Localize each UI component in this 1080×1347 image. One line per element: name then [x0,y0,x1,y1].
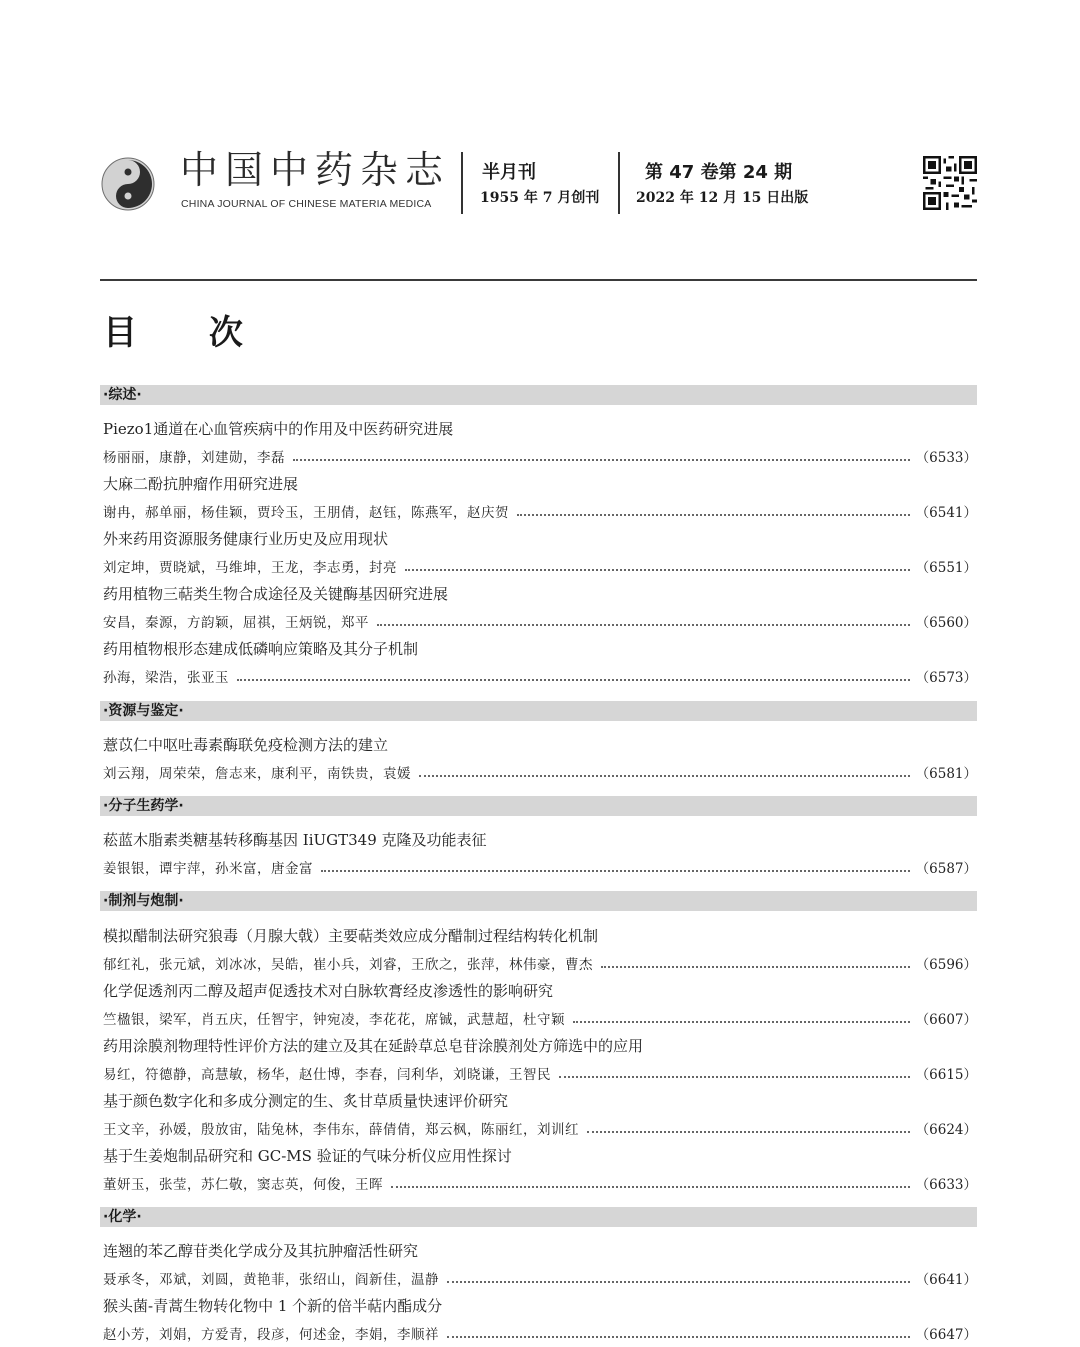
section-header: ·分子生药学· [100,796,977,816]
article-authors: 刘定坤，贾晓斌，马维坤，王龙，李志勇，封亮 [103,560,397,576]
header-rule [100,279,977,281]
article-title: 基于生姜炮制品研究和 GC-MS 验证的气味分析仪应用性探讨 [103,1147,512,1165]
page-number: （6581） [915,766,977,782]
article-authors: 郁红礼，张元斌，刘冰冰，吴皓，崔小兵，刘睿，王欣之，张萍，林伟豪，曹杰 [103,957,593,973]
dot-leader [587,1131,910,1133]
article-title: 大麻二酚抗肿瘤作用研究进展 [103,475,299,493]
page-number: （6615） [915,1067,977,1083]
article-title: 药用涂膜剂物理特性评价方法的建立及其在延龄草总皂苷涂膜剂处方筛选中的应用 [103,1037,644,1055]
page-number: （6624） [915,1122,977,1138]
toc-entry[interactable] [100,1090,977,1142]
dot-leader [293,459,910,461]
article-title: 薏苡仁中呕吐毒素酶联免疫检测方法的建立 [103,736,389,754]
page-number: （6541） [915,505,977,521]
dot-leader [237,679,910,681]
dot-leader [391,1186,910,1188]
article-authors: 易红，符德静，高慧敏，杨华，赵仕博，李春，闫利华，刘晓谦，王智民 [103,1067,551,1083]
journal-subtitle: CHINA JOURNAL OF CHINESE MATERIA MEDICA [181,198,432,210]
page-number: （6596） [915,957,977,973]
header-divider [461,152,463,214]
publication-frequency: 半月刊 [482,162,536,183]
article-title: Piezo1通道在心血管疾病中的作用及中医药研究进展 [103,420,454,438]
page-number: （6573） [915,670,977,686]
page-title: 目 次 [103,313,273,353]
dot-leader [405,569,910,571]
toc-entry[interactable] [100,1240,977,1292]
page-number: （6533） [915,450,977,466]
section-header: ·化学· [100,1207,977,1227]
article-authors: 聂承冬，邓斌，刘圆，黄艳菲，张绍山，阎新佳，温静 [103,1272,439,1288]
article-authors: 竺楹银，梁军，肖五庆，任智宇，钟宛凌，李花花，席铖，武慧超，杜守颖 [103,1012,565,1028]
toc-entry[interactable] [100,528,977,580]
article-title: 化学促透剂丙二醇及超声促透技术对白脉软膏经皮渗透性的影响研究 [103,982,554,1000]
section-header: ·资源与鉴定· [100,701,977,721]
toc-entry[interactable] [100,1035,977,1087]
article-authors: 安昌，秦源，方韵颖，屈祺，王炳锐，郑平 [103,615,369,631]
section-header: ·制剂与炮制· [100,891,977,911]
journal-logo-icon [100,156,156,212]
toc-entry[interactable] [100,925,977,977]
toc-entry[interactable] [100,1295,977,1347]
dot-leader [321,870,910,872]
page-number: （6560） [915,615,977,631]
article-authors: 谢冉，郝单丽，杨佳颖，贾玲玉，王朋倩，赵钰，陈燕军，赵庆贺 [103,505,509,521]
publication-date: 2022 年 12 月 15 日出版 [636,190,809,206]
toc-entry[interactable] [100,583,977,635]
article-authors: 姜银银，谭宇萍，孙米富，唐金富 [103,861,313,877]
dot-leader [517,514,910,516]
founded-date: 1955 年 7 月创刊 [480,190,600,206]
header-divider [618,152,620,214]
page-number: （6551） [915,560,977,576]
issue-number: 第 47 卷第 24 期 [645,162,793,183]
article-title: 连翘的苯乙醇苷类化学成分及其抗肿瘤活性研究 [103,1242,419,1260]
toc-entry[interactable] [100,473,977,525]
toc-entry[interactable] [100,418,977,470]
dot-leader [447,1281,910,1283]
article-authors: 董妍玉，张莹，苏仁敬，窦志英，何俊，王晖 [103,1177,383,1193]
article-title: 模拟醋制法研究狼毒（月腺大戟）主要萜类效应成分醋制过程结构转化机制 [103,927,599,945]
page-number: （6607） [915,1012,977,1028]
article-title: 猴头菌-青蒿生物转化物中 1 个新的倍半萜内酯成分 [103,1297,443,1315]
page-number: （6587） [915,861,977,877]
dot-leader [419,775,910,777]
page-number: （6633） [915,1177,977,1193]
journal-title: 中国中药杂志 [180,148,451,192]
toc-entry[interactable] [100,829,977,881]
dot-leader [601,966,910,968]
dot-leader [447,1336,910,1338]
journal-header [100,148,977,218]
article-title: 基于颜色数字化和多成分测定的生、炙甘草质量快速评价研究 [103,1092,509,1110]
dot-leader [377,624,910,626]
article-authors: 王文辛，孙媛，殷放宙，陆兔林，李伟东，薛倩倩，郑云枫，陈丽红，刘训红 [103,1122,579,1138]
article-title: 外来药用资源服务健康行业历史及应用现状 [103,530,389,548]
qr-code-icon [923,156,977,210]
toc-entry[interactable] [100,1145,977,1197]
article-authors: 杨丽丽，康静，刘建勋，李磊 [103,450,285,466]
article-title: 药用植物根形态建成低磷响应策略及其分子机制 [103,640,419,658]
section-header: ·综述· [100,385,977,405]
toc-entry[interactable] [100,734,977,786]
article-authors: 刘云翔，周荣荣，詹志来，康利平，南铁贵，袁媛 [103,766,411,782]
toc-entry[interactable] [100,638,977,690]
toc-entry[interactable] [100,980,977,1032]
article-title: 药用植物三萜类生物合成途径及关键酶基因研究进展 [103,585,449,603]
article-title: 菘蓝木脂素类糖基转移酶基因 IiUGT349 克隆及功能表征 [103,831,487,849]
article-authors: 赵小芳，刘娟，方爱青，段彦，何述金，李娟，李顺祥 [103,1327,439,1343]
article-authors: 孙海，梁浩，张亚玉 [103,670,229,686]
page-number: （6641） [915,1272,977,1288]
dot-leader [559,1076,910,1078]
page-number: （6647） [915,1327,977,1343]
dot-leader [573,1021,910,1023]
